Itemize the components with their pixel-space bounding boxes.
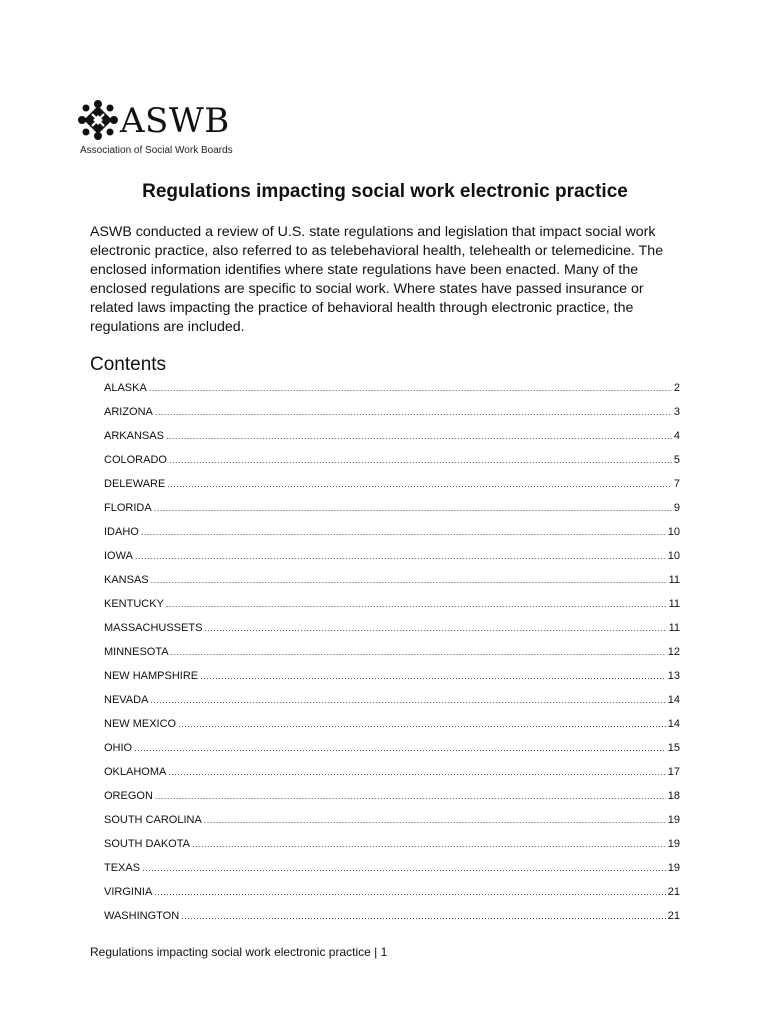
toc-entry-page: 13 [667,670,680,682]
toc-entry-label: ALASKA [104,382,147,394]
toc-entry-label: NEW MEXICO [104,718,177,730]
toc-entry-label: MASSACHUSSETS [104,622,203,634]
toc-entry-label: NEVADA [104,694,149,706]
toc-entry-label: WASHINGTON [104,910,180,922]
toc-leader-dots [154,880,665,904]
toc-entry-page: 19 [667,838,680,850]
toc-leader-dots [154,496,672,520]
toc-entry-label: OREGON [104,790,153,802]
toc-leader-dots [204,808,666,832]
table-of-contents [104,376,680,928]
toc-entry[interactable] [104,688,680,712]
toc-entry-page: 12 [667,646,680,658]
toc-leader-dots [204,616,666,640]
toc-entry-page: 14 [667,718,680,730]
toc-entry[interactable] [104,400,680,424]
toc-entry[interactable] [104,664,680,688]
toc-entry-page: 5 [673,454,680,466]
toc-leader-dots [181,904,666,928]
intro-paragraph: ASWB conducted a review of U.S. state regulations and legislation that impact social work electronic practice, also referred to as telebehavioral health, telehealth or telemedicine. The enclosed information identifies where state regulations have been enacted. Many of the enclosed regulations are specific to social work. Where states have passed insurance or related laws impacting the practice of behavioral health through electronic practice, the regulations are included. [90,224,664,335]
toc-entry-page: 11 [668,574,680,586]
toc-entry[interactable] [104,784,680,808]
toc-entry-page: 19 [667,862,680,874]
toc-entry[interactable] [104,520,680,544]
toc-leader-dots [192,832,666,856]
toc-entry-page: 15 [667,742,680,754]
toc-entry-page: 2 [673,382,680,394]
toc-leader-dots [151,568,667,592]
toc-leader-dots [171,640,666,664]
toc-entry[interactable] [104,736,680,760]
toc-leader-dots [141,520,666,544]
toc-leader-dots [178,712,666,736]
toc-entry-page: 9 [673,502,680,514]
toc-leader-dots [166,592,667,616]
toc-entry-page: 10 [667,526,680,538]
toc-entry[interactable] [104,448,680,472]
toc-entry[interactable] [104,832,680,856]
toc-entry[interactable] [104,640,680,664]
toc-entry[interactable] [104,592,680,616]
toc-leader-dots [142,856,666,880]
toc-entry-label: NEW HAMPSHIRE [104,670,199,682]
toc-entry-label: SOUTH DAKOTA [104,838,190,850]
toc-entry-label: MINNESOTA [104,646,169,658]
toc-leader-dots [167,472,672,496]
toc-entry[interactable] [104,808,680,832]
toc-entry-page: 17 [667,766,680,778]
toc-entry[interactable] [104,472,680,496]
toc-entry[interactable] [104,544,680,568]
contents-heading: Contents [90,354,167,375]
toc-entry-label: ARKANSAS [104,430,164,442]
toc-entry[interactable] [104,712,680,736]
toc-entry-label: OKLAHOMA [104,766,167,778]
toc-entry-page: 21 [667,886,680,898]
toc-entry-label: COLORADO [104,454,167,466]
document-title: Regulations impacting social work electronic practice [142,181,628,202]
toc-entry-page: 4 [673,430,680,442]
toc-leader-dots [150,688,665,712]
toc-entry-label: FLORIDA [104,502,152,514]
toc-leader-dots [135,544,666,568]
toc-entry-page: 11 [668,598,680,610]
toc-entry-label: VIRGINIA [104,886,153,898]
logo-wordmark: ASWB [120,101,230,141]
logo-subtitle: Association of Social Work Boards [80,145,233,156]
toc-leader-dots [169,448,672,472]
toc-entry[interactable] [104,856,680,880]
toc-entry-page: 7 [673,478,680,490]
toc-entry-page: 14 [667,694,680,706]
toc-entry-page: 3 [673,406,680,418]
toc-leader-dots [134,736,666,760]
toc-entry-page: 18 [667,790,680,802]
toc-entry-label: KANSAS [104,574,149,586]
toc-entry[interactable] [104,424,680,448]
toc-entry-page: 10 [667,550,680,562]
toc-leader-dots [200,664,666,688]
toc-entry-page: 21 [667,910,680,922]
toc-entry-page: 19 [667,814,680,826]
toc-entry-label: KENTUCKY [104,598,164,610]
toc-entry[interactable] [104,904,680,928]
aswb-logo [78,98,238,160]
toc-entry[interactable] [104,568,680,592]
toc-entry-label: IOWA [104,550,133,562]
toc-entry[interactable] [104,880,680,904]
toc-entry[interactable] [104,760,680,784]
toc-leader-dots [166,424,672,448]
toc-entry-label: SOUTH CAROLINA [104,814,202,826]
toc-leader-dots [155,784,666,808]
toc-entry[interactable] [104,496,680,520]
toc-leader-dots [168,760,665,784]
toc-entry-label: TEXAS [104,862,141,874]
toc-entry-label: ARIZONA [104,406,153,418]
toc-entry-label: IDAHO [104,526,139,538]
page-footer: Regulations impacting social work electronic practice | 1 [90,945,388,959]
toc-leader-dots [149,376,672,400]
toc-leader-dots [155,400,672,424]
toc-entry-label: OHIO [104,742,133,754]
aswb-emblem-icon [78,100,118,140]
toc-entry[interactable] [104,376,680,400]
toc-entry[interactable] [104,616,680,640]
toc-entry-label: DELEWARE [104,478,166,490]
toc-entry-page: 11 [668,622,680,634]
